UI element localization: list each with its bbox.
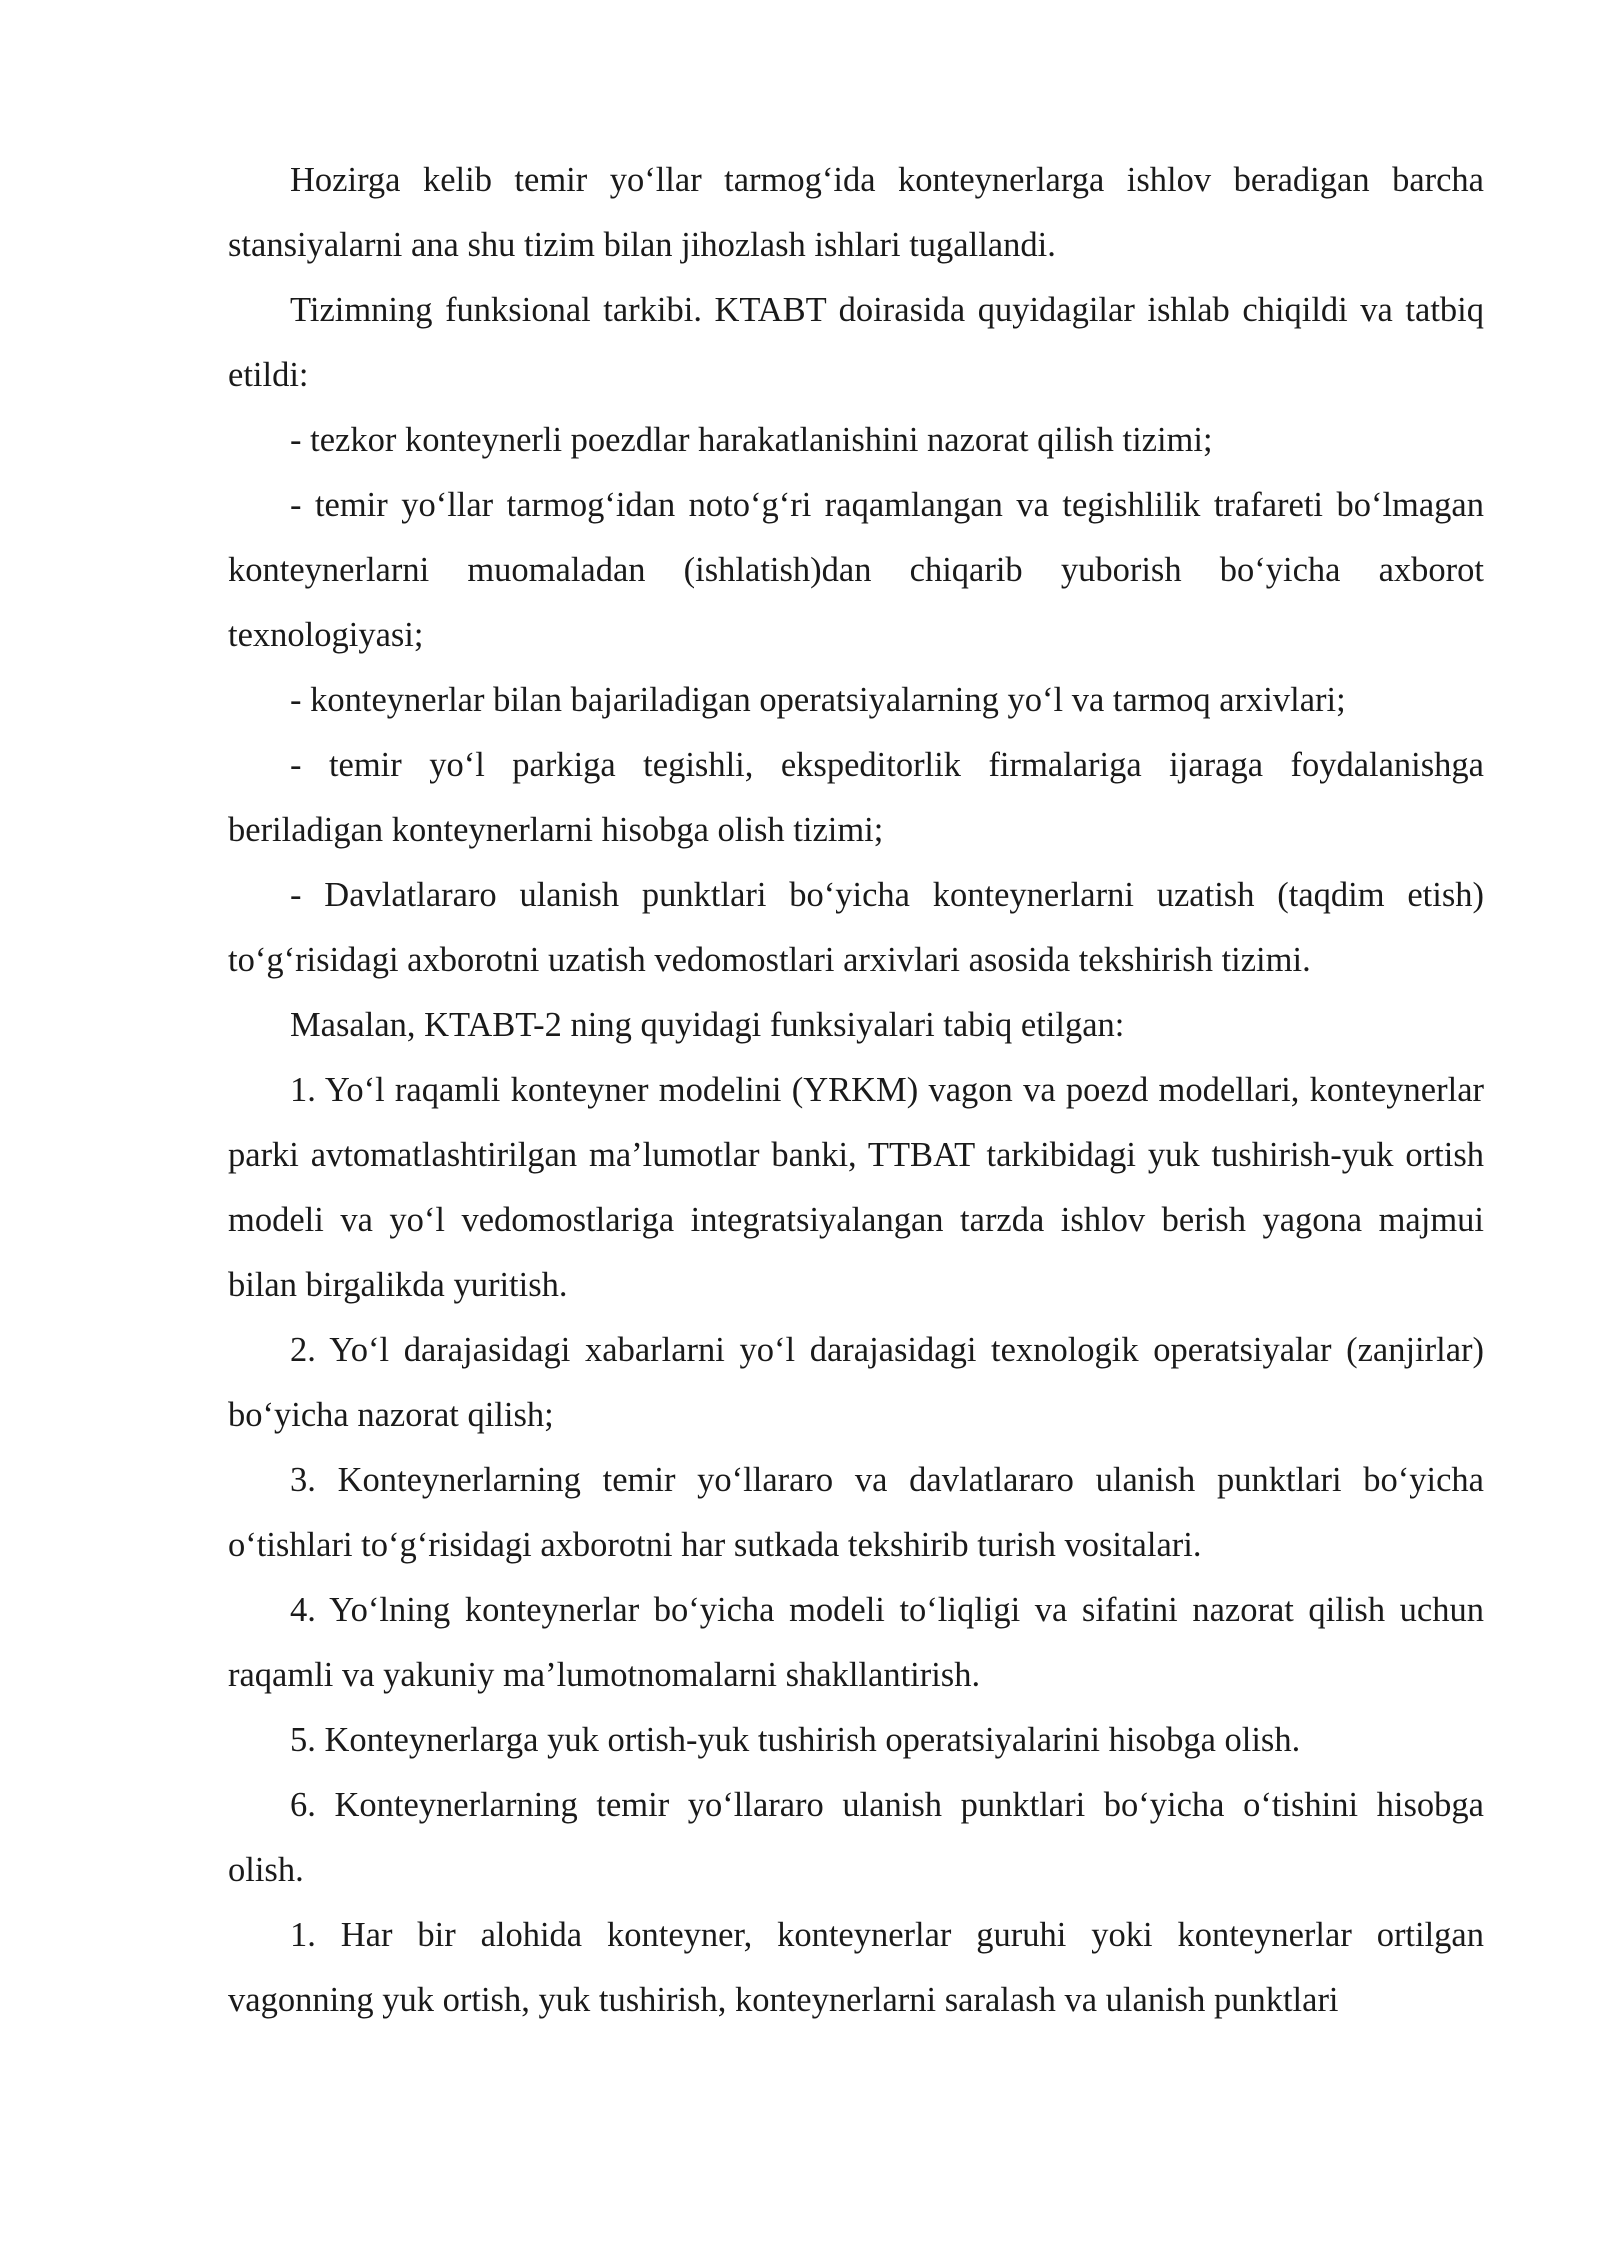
list-item-dash: - konteynerlar bilan bajariladigan operatsiyalarning yo‘l va tarmoq arxivlari; (290, 681, 1346, 719)
list-item-numbered: 1. Yo‘l raqamli konteyner modelini (YRKM) vagon va poezd modellari, konteynerlar parki avtomatlashtirilgan ma’lumotlar banki, TTBAT tarkibidagi yuk tushirish-yuk ortish modeli va yo‘l vedomostlariga integratsiyalangan tarzda ishlov berish yagona majmui bilan birgalikda yuritish. (228, 1071, 1484, 1304)
list-item-numbered: 5. Konteynerlarga yuk ortish-yuk tushirish operatsiyalarini hisobga olish. (290, 1721, 1301, 1759)
list-item-dash: - tezkor konteynerli poezdlar harakatlanishini nazorat qilish tizimi; (290, 421, 1213, 459)
list-item-dash: - Davlatlararo ulanish punktlari bo‘yicha konteynerlarni uzatish (taqdim etish) to‘g‘risidagi axborotni uzatish vedomostlari arxivlari asosida tekshirish tizimi. (228, 876, 1484, 979)
list-item-dash: - temir yo‘llar tarmog‘idan noto‘g‘ri raqamlangan va tegishlilik trafareti bo‘lmagan konteynerlarni muomaladan (ishlatish)dan chiqarib yuborish bo‘yicha axborot texnologiyasi; (228, 486, 1484, 654)
list-item-numbered: 2. Yo‘l darajasidagi xabarlarni yo‘l darajasidagi texnologik operatsiyalar (zanjirlar) bo‘yicha nazorat qilish; (228, 1331, 1484, 1434)
list-item-numbered: 1. Har bir alohida konteyner, konteynerlar guruhi yoki konteynerlar ortilgan vagonning yuk ortish, yuk tushirish, konteynerlarni saralash va ulanish punktlari (228, 1916, 1484, 2019)
list-item-numbered: 3. Konteynerlarning temir yo‘llararo va davlatlararo ulanish punktlari bo‘yicha o‘tishlari to‘g‘risidagi axborotni har sutkada tekshirib turish vositalari. (228, 1461, 1484, 1564)
paragraph-functional-composition: Tizimning funksional tarkibi. KTABT doirasida quyidagilar ishlab chiqildi va tatbiq etildi: (228, 291, 1484, 394)
paragraph-intro: Hozirga kelib temir yo‘llar tarmog‘ida konteynerlarga ishlov beradigan barcha stansiyalarni ana shu tizim bilan jihozlash ishlari tugallandi. (228, 161, 1484, 264)
paragraph-example: Masalan, KTABT-2 ning quyidagi funksiyalari tabiq etilgan: (290, 1006, 1125, 1044)
list-item-numbered: 6. Konteynerlarning temir yo‘llararo ulanish punktlari bo‘yicha o‘tishini hisobga olish. (228, 1786, 1484, 1889)
document-page (228, 148, 1484, 2033)
list-item-dash: - temir yo‘l parkiga tegishli, ekspeditorlik firmalariga ijaraga foydalanishga beriladigan konteynerlarni hisobga olish tizimi; (228, 746, 1484, 849)
list-item-numbered: 4. Yo‘lning konteynerlar bo‘yicha modeli to‘liqligi va sifatini nazorat qilish uchun raqamli va yakuniy ma’lumotnomalarni shakllantirish. (228, 1591, 1484, 1694)
